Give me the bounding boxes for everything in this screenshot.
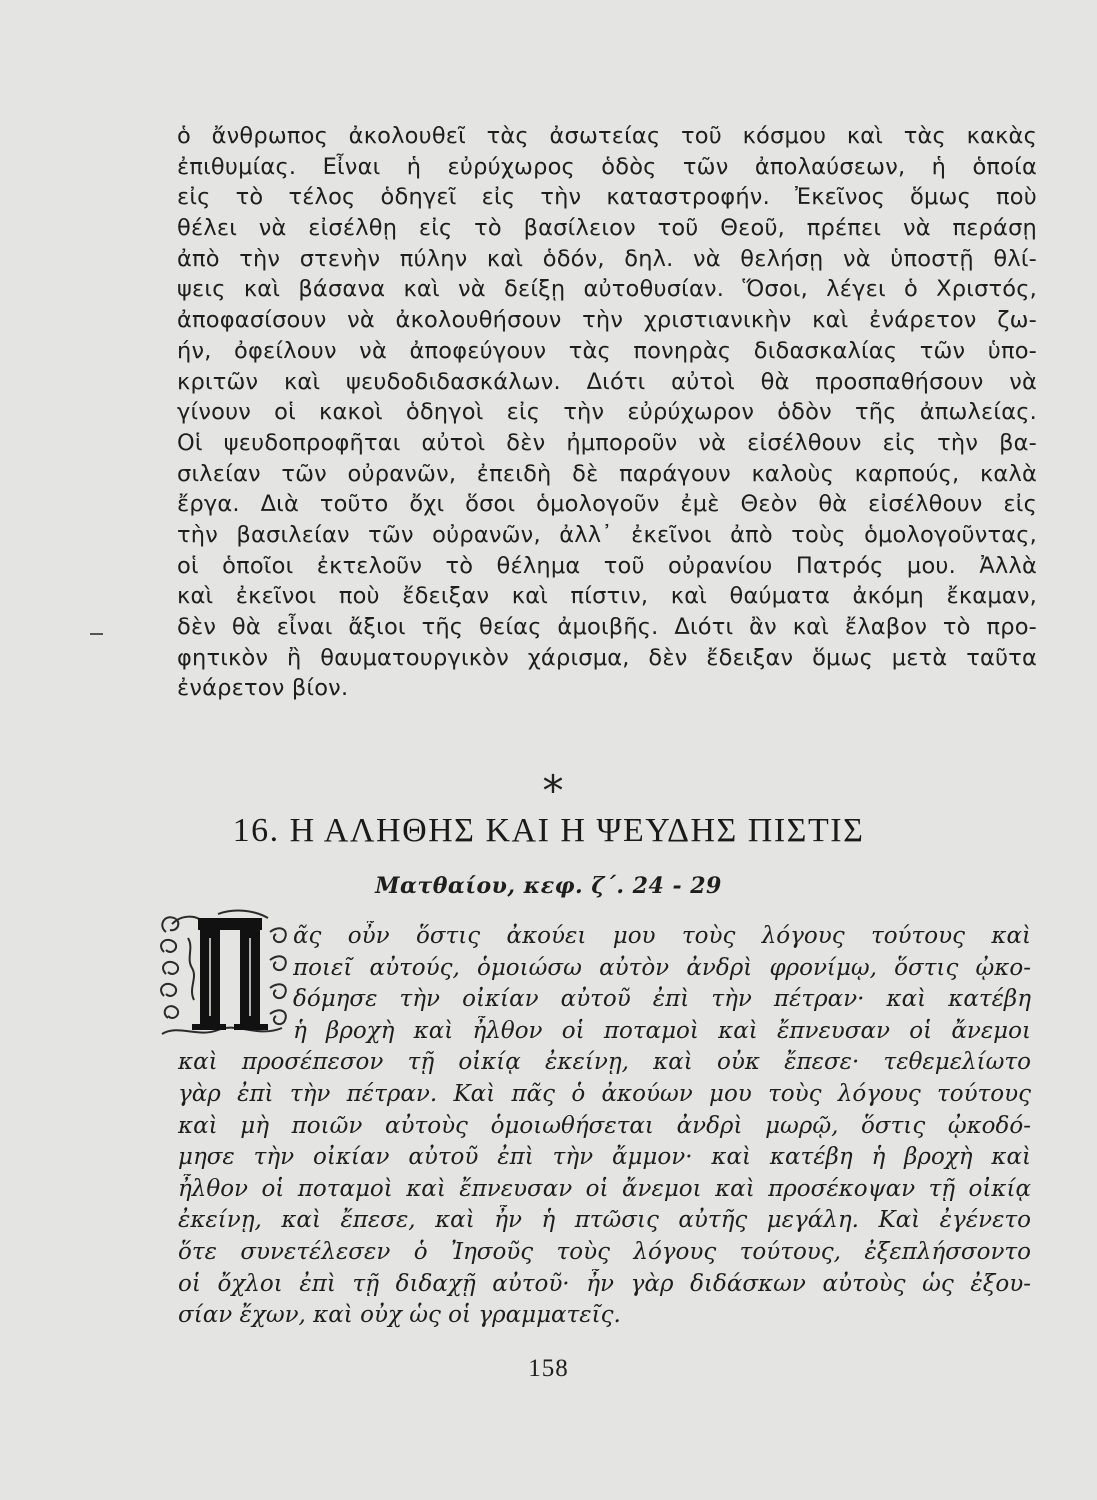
text-line: ποιεῖ αὐτούς, ὁμοιώσω αὐτὸν ἀνδρὶ φρονίμῳ, ὅστις ᾠκο- [293,954,1031,981]
text-line: δόμησε τὴν οἰκίαν αὐτοῦ ἐπὶ τὴν πέτραν· καὶ κατέβη [293,986,1031,1013]
paragraph-continuation [177,121,1037,704]
text-line: ήν, ὀφείλουν νὰ ἀποφεύγουν τὰς πονηρὰς διδασκαλίας τῶν ὑπο- [177,337,1037,364]
text-line: ἔργα. Διὰ τοῦτο ὄχι ὅσοι ὁμολογοῦν ἐμὲ Θεὸν θὰ εἰσέλθουν εἰς [177,491,1037,518]
text-line: ἦλθον οἱ ποταμοὶ καὶ ἔπνευσαν οἱ ἄνεμοι καὶ προσέκοψαν τῇ οἰκίᾳ [178,1175,1031,1202]
margin-mark [90,633,103,635]
text-line: ἡ βροχὴ καὶ ἦλθον οἱ ποταμοὶ καὶ ἔπνευσαν οἱ ἄνεμοι [293,1017,1031,1044]
text-line: καὶ προσέπεσον τῇ οἰκίᾳ ἐκείνῃ, καὶ οὐκ ἔπεσε· τεθεμελίωτο [178,1049,1031,1076]
text-line: ὅτε συνετέλεσεν ὁ Ἰησοῦς τοὺς λόγους τούτους, ἐξεπλήσσοντο [178,1238,1031,1265]
scripture-reference: Ματθαίου, κεφ. ζ΄. 24 - 29 [375,873,722,899]
text-line: καὶ μὴ ποιῶν αὐτοὺς ὁμοιωθήσεται ἀνδρὶ μωρῷ, ὅστις ᾠκοδό- [178,1112,1031,1139]
text-line: δὲν θὰ εἶναι ἄξιοι τῆς θείας ἀμοιβῆς. Διότι ἂν καὶ ἔλαβον τὸ προ- [177,614,1037,640]
section-separator-asterisk: * [542,766,564,815]
text-line: ἀποφασίσουν νὰ ἀκολουθήσουν τὴν χριστιανικὴν καὶ ἐνάρετον ζω- [177,307,1037,334]
text-line: γὰρ ἐπὶ τὴν πέτραν. Καὶ πᾶς ὁ ἀκούων μου τοὺς λόγους τούτους [178,1080,1031,1107]
text-line: καὶ ἐκεῖνοι ποὺ ἔδειξαν καὶ πίστιν, καὶ θαύματα ἀκόμη ἔκαμαν, [177,583,1037,610]
text-line: σίαν ἔχων, καὶ οὐχ ὡς οἱ γραμματεῖς. [178,1302,621,1329]
page-number: 158 [528,1355,569,1382]
text-line: γίνουν οἱ κακοὶ ὁδηγοὶ εἰς τὴν εὐρύχωρον ὁδὸν τῆς ἀπωλείας. [177,399,1037,426]
text-line: μησε τὴν οἰκίαν αὐτοῦ ἐπὶ τὴν ἄμμον· καὶ κατέβη ἡ βροχὴ καὶ [178,1144,1031,1171]
text-line: φητικὸν ἢ θαυματουργικὸν χάρισμα, δὲν ἔδειξαν ὅμως μετὰ ταῦτα [177,644,1037,671]
text-line: ὁ ἄνθρωπος ἀκολουθεῖ τὰς ἀσωτείας τοῦ κόσμου καὶ τὰς κακὰς [177,123,1037,149]
text-line: σιλείαν τῶν οὐρανῶν, ἐπειδὴ δὲ παράγουν καλοὺς καρπούς, καλὰ [177,460,1037,487]
text-line: ψεις καὶ βάσανα καὶ νὰ δείξῃ αὐτοθυσίαν. Ὅσοι, λέγει ὁ Χριστός, [177,276,1037,303]
scripture-passage [178,921,1031,1332]
chapter-heading: 16. Η ΑΛΗΘΗΣ ΚΑΙ Η ΨΕΥΔΗΣ ΠΙΣΤΙΣ [232,812,865,849]
text-line: εἰς τὸ τέλος ὁδηγεῖ εἰς τὴν καταστροφήν. Ἐκεῖνος ὅμως ποὺ [177,184,1037,211]
text-line: ἀπὸ τὴν στενὴν πύλην καὶ ὁδόν, δηλ. νὰ θελήσῃ νὰ ὑποστῇ θλί- [177,245,1037,272]
text-line: Οἱ ψευδοπροφῆται αὐτοὶ δὲν ἠμποροῦν νὰ εἰσέλθουν εἰς τὴν βα- [177,429,1037,456]
text-line: ᾶς οὖν ὅστις ἀκούει μου τοὺς λόγους τούτους καὶ [293,923,1031,949]
text-line: τὴν βασιλείαν τῶν οὐρανῶν, ἀλλ᾽ ἐκεῖνοι ἀπὸ τοὺς ὁμολογοῦντας, [177,521,1037,548]
text-line: θέλει νὰ εἰσέλθῃ εἰς τὸ βασίλειον τοῦ Θεοῦ, πρέπει νὰ περάσῃ [177,215,1037,242]
text-line: ἐκείνῃ, καὶ ἔπεσε, καὶ ἦν ἡ πτῶσις αὐτῆς μεγάλη. Καὶ ἐγένετο [178,1207,1031,1234]
text-line: κριτῶν καὶ ψευδοδιδασκάλων. Διότι αὐτοὶ θὰ προσπαθήσουν νὰ [177,368,1037,395]
text-line: οἱ ὄχλοι ἐπὶ τῇ διδαχῇ αὐτοῦ· ἦν γὰρ διδάσκων αὐτοὺς ὡς ἐξου- [178,1270,1031,1297]
text-line: ἐνάρετον βίον. [177,675,349,702]
text-line: ἐπιθυμίας. Εἶναι ἡ εὐρύχωρος ὁδὸς τῶν ἀπολαύσεων, ἡ ὁποία [177,153,1037,180]
text-line: οἱ ὁποῖοι ἐκτελοῦν τὸ θέλημα τοῦ οὐρανίου Πατρός μου. Ἀλλὰ [177,552,1037,579]
